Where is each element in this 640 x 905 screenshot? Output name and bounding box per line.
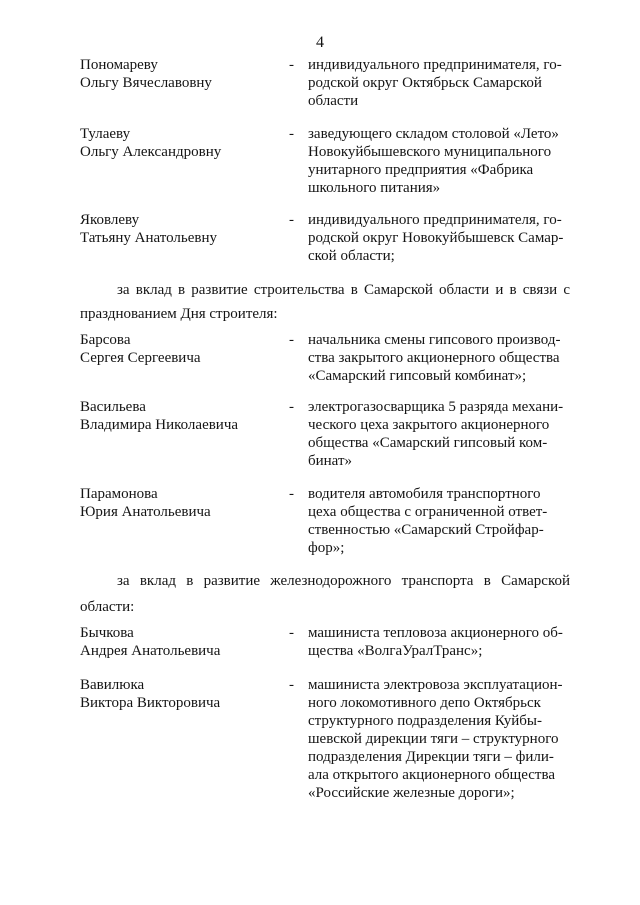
- entry-dash: -: [289, 486, 294, 502]
- person-position: индивидуального предпринимателя, го- родской округ Новокуйбышевск Самар- ской области;: [308, 212, 564, 264]
- entry-dash: -: [289, 332, 294, 348]
- entry-dash: -: [289, 677, 294, 693]
- person-position: машиниста тепловоза акционерного об- щества «ВолгаУралТранс»;: [308, 625, 563, 659]
- person-name: Барсова Сергея Сергеевича: [80, 332, 201, 366]
- person-name: Парамонова Юрия Анатольевича: [80, 486, 211, 520]
- person-name: Пономареву Ольгу Вячеславовну: [80, 57, 212, 91]
- entry-dash: -: [289, 57, 294, 73]
- person-position: электрогазосварщика 5 разряда механи- ческого цеха закрытого акционерного общества «Самарский гипсовый ком- бинат»: [308, 399, 564, 469]
- entry-dash: -: [289, 212, 294, 228]
- section-heading-line: празднованием Дня строителя:: [80, 306, 278, 322]
- person-name: Яковлеву Татьяну Анатольевну: [80, 212, 218, 246]
- section-heading-line: за вклад в развитие строительства в Самарской области и в связи с: [117, 282, 570, 298]
- entry-dash: -: [289, 399, 294, 415]
- person-name: Тулаеву Ольгу Александровну: [80, 126, 222, 160]
- person-position: машиниста электровоза эксплуатацион- ного локомотивного депо Октябрьск структурного подразделения Куйбы- шевской дирекции тяги – структурного подразделения Дирекции тяги – фили- ала открытого акционерного общества «Российские железные дороги»;: [308, 677, 563, 801]
- person-name: Бычкова Андрея Анатольевича: [80, 625, 221, 659]
- person-position: индивидуального предпринимателя, го- родской округ Октябрьск Самарской области: [308, 57, 562, 109]
- entry-dash: -: [289, 625, 294, 641]
- person-position: заведующего складом столовой «Лето» Новокуйбышевского муниципального унитарного предприятия «Фабрика школьного питания»: [308, 126, 559, 196]
- person-position: начальника смены гипсового производ- ства закрытого акционерного общества «Самарский гипсовый комбинат»;: [308, 332, 561, 384]
- page-number: 4: [316, 34, 324, 51]
- person-name: Васильева Владимира Николаевича: [80, 399, 239, 433]
- entry-dash: -: [289, 126, 294, 142]
- section-heading-line: за вклад в развитие железнодорожного транспорта в Самарской: [117, 573, 570, 589]
- person-position: водителя автомобиля транспортного цеха общества с ограниченной ответ- ственностью «Самарский Стройфар- фор»;: [308, 486, 548, 556]
- section-heading-line: области:: [80, 599, 135, 615]
- person-name: Вавилюка Виктора Викторовича: [80, 677, 221, 711]
